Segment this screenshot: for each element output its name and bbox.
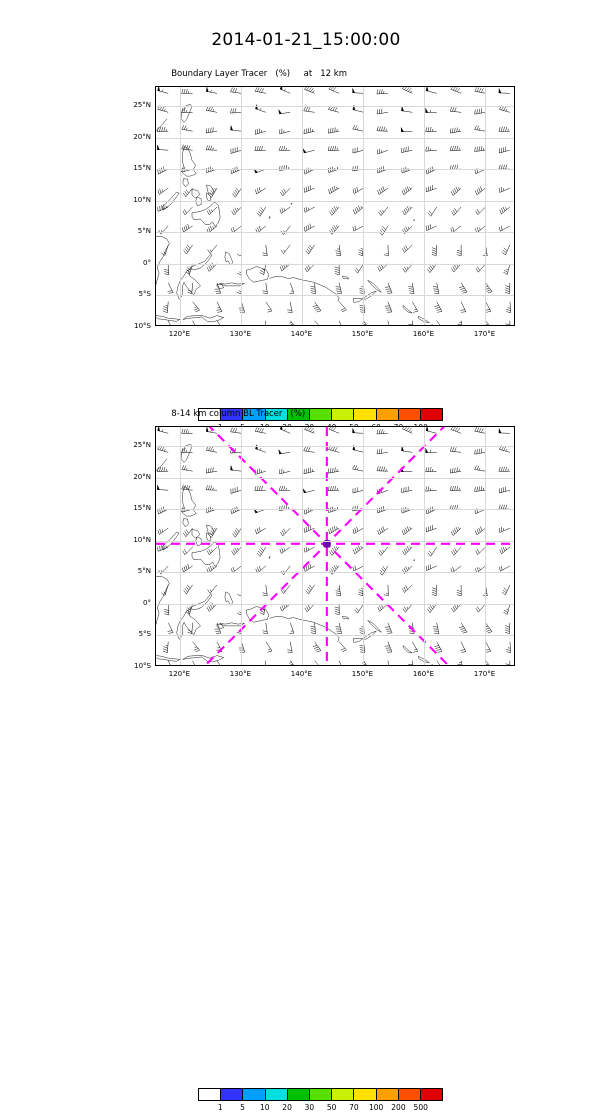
page-title: 2014-01-21_15:00:00 — [211, 30, 401, 50]
colorbar-tick-label: 10 — [260, 1103, 270, 1112]
coastline-map-1 — [156, 87, 515, 326]
gridline-horizontal — [156, 509, 514, 510]
x-tick-label: 150°E — [351, 330, 374, 338]
y-tick-label: 20°N — [133, 132, 151, 141]
colorbar-2 — [198, 1088, 443, 1112]
panel-1-header-line1: Boundary Layer Tracer (%) at 12 km — [171, 69, 347, 79]
gridline-vertical — [485, 87, 486, 325]
y-tick-label: 10°S — [134, 662, 151, 670]
x-tick-label: 170°E — [473, 670, 496, 678]
colorbar-swatch — [242, 1089, 264, 1100]
x-tick-label: 170°E — [473, 330, 496, 338]
colorbar-2-labels — [198, 1103, 443, 1115]
x-tick-label: 140°E — [290, 330, 313, 338]
y-tick-label: 15°N — [133, 164, 151, 173]
gridline-horizontal — [156, 478, 514, 479]
colorbar-tick-label: 5 — [240, 1103, 245, 1112]
panel-2-header-line1: 8-14 km column BL Tracer (%) — [171, 409, 306, 419]
colorbar-swatch — [287, 1089, 309, 1100]
gridline-vertical — [302, 427, 303, 665]
y-tick-label: 5°S — [138, 290, 151, 299]
gridline-horizontal — [156, 604, 514, 605]
colorbar-tick-label: 1 — [217, 1103, 223, 1112]
x-tick-label: 130°E — [229, 670, 252, 678]
colorbar-swatch — [265, 1089, 287, 1100]
colorbar-tick-label: 30 — [304, 1103, 315, 1112]
colorbar-swatch — [398, 1089, 420, 1100]
gridline-vertical — [363, 427, 364, 665]
colorbar-tick-label: 50 — [326, 1103, 337, 1112]
y-tick-label: 10°S — [134, 322, 151, 330]
colorbar-swatch — [199, 1089, 220, 1100]
gridline-horizontal — [156, 232, 514, 233]
map-plot-area-2 — [155, 426, 515, 666]
y-tick-label: 15°N — [133, 504, 151, 513]
colorbar-swatch — [420, 1089, 442, 1100]
gridline-vertical — [424, 87, 425, 325]
colorbar-tick-label: 200 — [391, 1103, 406, 1112]
gridline-horizontal — [156, 635, 514, 636]
y-tick-label: 25°N — [133, 100, 151, 109]
y-tick-label: 25°N — [133, 440, 151, 449]
colorbar-swatch — [220, 1089, 242, 1100]
y-tick-label: 10°N — [133, 535, 151, 544]
gridline-vertical — [485, 427, 486, 665]
gridline-horizontal — [156, 446, 514, 447]
colorbar-tick-label: 20 — [282, 1103, 292, 1112]
gridline-vertical — [302, 87, 303, 325]
colorbar-tick-label: 100 — [369, 1103, 384, 1112]
gridline-horizontal — [156, 541, 514, 542]
gridline-vertical — [363, 87, 364, 325]
y-tick-label: 5°S — [138, 630, 151, 639]
gridline-vertical — [241, 427, 242, 665]
y-tick-label: 5°N — [137, 227, 151, 236]
y-tick-label: 20°N — [133, 472, 151, 481]
wind-barbs-2 — [156, 427, 515, 666]
x-tick-label: 150°E — [351, 670, 374, 678]
cross-section-overlay — [156, 427, 515, 666]
x-tick-label: 130°E — [229, 330, 252, 338]
x-tick-label: 160°E — [412, 670, 435, 678]
y-tick-label: 10°N — [133, 195, 151, 204]
gridline-vertical — [180, 427, 181, 665]
colorbar-swatch — [353, 1089, 375, 1100]
colorbar-tick-label: 70 — [349, 1103, 359, 1112]
colorbar-swatch — [398, 409, 420, 420]
colorbar-swatch — [353, 409, 375, 420]
x-tick-label: 140°E — [290, 670, 313, 678]
colorbar-tick-label: 500 — [413, 1103, 428, 1112]
gridline-horizontal — [156, 106, 514, 107]
gridline-vertical — [424, 427, 425, 665]
colorbar-swatch — [309, 1089, 331, 1100]
map-plot-area-1 — [155, 86, 515, 326]
gridline-horizontal — [156, 169, 514, 170]
gridline-horizontal — [156, 138, 514, 139]
y-tick-label: 5°N — [137, 567, 151, 576]
colorbar-swatch — [376, 409, 398, 420]
wind-barbs-1 — [156, 87, 515, 326]
gridline-horizontal — [156, 572, 514, 573]
colorbar-swatch — [376, 1089, 398, 1100]
colorbar-swatch — [331, 1089, 353, 1100]
x-tick-label: 120°E — [168, 330, 191, 338]
gridline-horizontal — [156, 295, 514, 296]
x-tick-label: 160°E — [412, 330, 435, 338]
gridline-vertical — [241, 87, 242, 325]
y-tick-label: 0° — [143, 258, 151, 267]
colorbar-swatch — [420, 409, 442, 420]
x-tick-label: 120°E — [168, 670, 191, 678]
colorbar-swatch — [309, 409, 331, 420]
y-tick-label: 0° — [143, 598, 151, 607]
coastline-map-2 — [156, 427, 515, 666]
gridline-vertical — [180, 87, 181, 325]
colorbar-swatch — [331, 409, 353, 420]
gridline-horizontal — [156, 201, 514, 202]
colorbar-2-swatches — [198, 1088, 443, 1101]
gridline-horizontal — [156, 264, 514, 265]
